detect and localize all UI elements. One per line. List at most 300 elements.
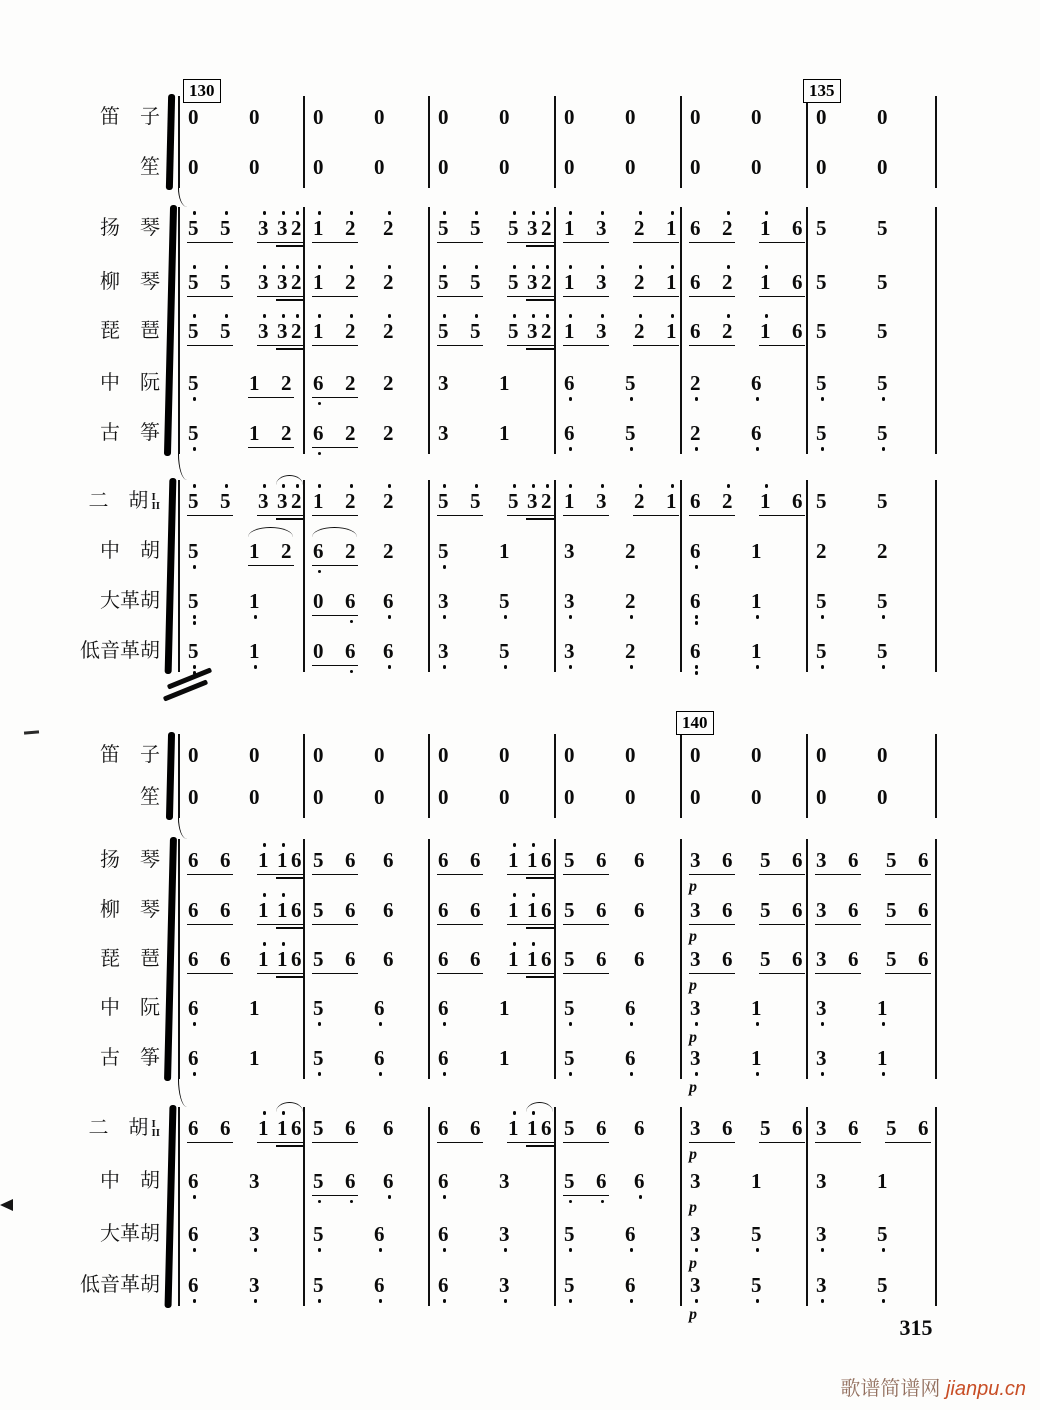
note: 6: [918, 848, 929, 872]
octave-dot-below: [379, 1072, 383, 1076]
note: 6: [220, 898, 231, 922]
measure: [554, 271, 680, 295]
note: 6: [188, 1273, 199, 1297]
note: 1: [751, 996, 762, 1020]
octave-dot-above: [532, 314, 536, 318]
part-number: II: [151, 1127, 160, 1139]
underline: [759, 345, 805, 347]
underline: [276, 518, 304, 520]
note: 2: [383, 539, 394, 563]
octave-dot-above: [513, 942, 517, 946]
measure: [303, 1117, 428, 1141]
note: 5: [564, 1116, 575, 1140]
octave-dot-above: [193, 314, 197, 318]
note: 6: [345, 589, 356, 613]
measure: [806, 1047, 935, 1071]
octave-dot-below: [695, 671, 699, 675]
measure: [554, 540, 680, 564]
measure: [680, 540, 806, 564]
octave-dot-above: [263, 484, 267, 488]
note: 6: [541, 848, 552, 872]
measure: [178, 106, 303, 130]
octave-dot-below: [318, 1022, 322, 1026]
octave-dot-above: [225, 211, 229, 215]
octave-dot-below: [193, 565, 197, 569]
underline: [563, 924, 609, 926]
underline: [437, 242, 483, 244]
note: 3: [690, 1222, 701, 1246]
octave-dot-above: [193, 211, 197, 215]
octave-dot-above: [263, 843, 267, 847]
dynamic-p: p: [689, 1079, 697, 1096]
note: 1: [751, 539, 762, 563]
measure: [303, 640, 428, 664]
measure: [806, 1170, 935, 1194]
underline: [312, 515, 358, 517]
measure: [806, 320, 935, 344]
underline: [437, 296, 483, 298]
note: 0: [690, 155, 701, 179]
slur-tie: [276, 475, 303, 485]
octave-dot-above: [475, 265, 479, 269]
instrument-label: [0, 489, 160, 513]
note: 6: [848, 898, 859, 922]
note: 1: [249, 996, 260, 1020]
octave-dot-below: [504, 1299, 508, 1303]
underline: [276, 245, 304, 247]
octave-dot-above: [296, 265, 300, 269]
measure: [680, 744, 806, 768]
note: 6: [291, 947, 302, 971]
instrument-name: 中 胡: [100, 540, 160, 562]
measure: [554, 320, 680, 344]
note: 0: [313, 639, 324, 663]
note: 0: [499, 155, 510, 179]
measure: [428, 540, 554, 564]
octave-dot-below: [569, 665, 573, 669]
measure: [806, 106, 935, 130]
note: 3: [258, 270, 269, 294]
note: 3: [816, 1169, 827, 1193]
note: 5: [816, 589, 827, 613]
octave-dot-below: [756, 1248, 760, 1252]
note: 6: [751, 421, 762, 445]
measure: [178, 540, 303, 564]
system-bracket: [164, 837, 176, 1081]
measure: [806, 849, 935, 873]
octave-dot-below: [443, 615, 447, 619]
octave-dot-above: [639, 484, 643, 488]
octave-dot-above: [513, 1111, 517, 1115]
note: 0: [877, 743, 888, 767]
note: 5: [816, 319, 827, 343]
measure: [303, 422, 428, 446]
octave-dot-above: [282, 942, 286, 946]
note: 3: [690, 848, 701, 872]
octave-dot-above: [546, 484, 550, 488]
note: 3: [277, 270, 288, 294]
system-bracket: [166, 732, 175, 820]
note: 0: [313, 785, 324, 809]
octave-dot-below: [443, 1072, 447, 1076]
underline: [526, 877, 554, 879]
note: 6: [564, 421, 575, 445]
measure: [806, 590, 935, 614]
octave-dot-above: [569, 265, 573, 269]
note: 0: [249, 743, 260, 767]
measure: [303, 744, 428, 768]
note: 6: [792, 216, 803, 240]
note: 3: [690, 898, 701, 922]
note: 5: [751, 1273, 762, 1297]
note: 6: [690, 589, 701, 613]
note: 6: [438, 1169, 449, 1193]
note: 0: [313, 589, 324, 613]
note: 1: [249, 1046, 260, 1070]
note: 2: [816, 539, 827, 563]
barline: [935, 734, 937, 818]
octave-dot-below: [821, 1248, 825, 1252]
note: 5: [816, 216, 827, 240]
measure: [806, 372, 935, 396]
barline: [935, 480, 937, 672]
measure: [428, 156, 554, 180]
note: 5: [470, 319, 481, 343]
note: 6: [313, 421, 324, 445]
octave-dot-below: [695, 1022, 699, 1026]
dynamic-p: p: [689, 928, 697, 945]
note: 1: [499, 1046, 510, 1070]
measure: [303, 590, 428, 614]
instrument-label: [0, 947, 160, 971]
note: 3: [527, 489, 538, 513]
octave-dot-below: [630, 1299, 634, 1303]
note: 0: [690, 785, 701, 809]
note: 2: [722, 270, 733, 294]
underline: [276, 299, 304, 301]
note: 1: [564, 319, 575, 343]
underline: [633, 296, 679, 298]
note: 5: [188, 539, 199, 563]
note: 5: [564, 848, 575, 872]
instrument-name: 低音革胡: [80, 1274, 160, 1296]
underline: [276, 1145, 304, 1147]
note: 5: [886, 1116, 897, 1140]
underline: [312, 565, 358, 567]
note: 6: [438, 1116, 449, 1140]
octave-dot-below: [350, 620, 354, 624]
underline: [312, 924, 358, 926]
note: 0: [816, 785, 827, 809]
octave-dot-above: [263, 1111, 267, 1115]
measure: [178, 640, 303, 664]
note: 1: [499, 371, 510, 395]
note: 3: [499, 1273, 510, 1297]
note: 5: [564, 1169, 575, 1193]
octave-dot-below: [193, 1195, 197, 1199]
measure: [178, 372, 303, 396]
instrument-name: 琵 琶: [100, 948, 160, 970]
note: 6: [470, 848, 481, 872]
octave-dot-below: [882, 1299, 886, 1303]
measure: [680, 490, 806, 514]
octave-dot-below: [882, 665, 886, 669]
note: 0: [438, 155, 449, 179]
note: 0: [249, 105, 260, 129]
octave-dot-below: [630, 447, 634, 451]
note: 5: [313, 848, 324, 872]
note: 0: [877, 785, 888, 809]
octave-dot-above: [532, 484, 536, 488]
measure: [680, 422, 806, 446]
note: 6: [470, 898, 481, 922]
note: 5: [877, 216, 888, 240]
underline: [312, 874, 358, 876]
note: 5: [564, 1222, 575, 1246]
underline: [248, 565, 294, 567]
measure: [303, 106, 428, 130]
octave-dot-above: [225, 314, 229, 318]
note: 5: [438, 489, 449, 513]
note: 6: [918, 1116, 929, 1140]
note: 6: [188, 898, 199, 922]
underline: [257, 345, 304, 347]
instrument-label: [0, 421, 160, 445]
octave-dot-above: [639, 265, 643, 269]
instrument-label: [0, 639, 160, 663]
octave-dot-above: [546, 211, 550, 215]
dynamic-p: p: [689, 1146, 697, 1163]
note: 5: [816, 639, 827, 663]
note: 5: [564, 996, 575, 1020]
note: 6: [792, 947, 803, 971]
note: 6: [792, 270, 803, 294]
measure: [806, 1117, 935, 1141]
note: 6: [470, 1116, 481, 1140]
note: 3: [277, 216, 288, 240]
measure: [680, 217, 806, 241]
octave-dot-below: [379, 1299, 383, 1303]
note: 6: [374, 1273, 385, 1297]
note: 0: [751, 743, 762, 767]
instrument-name: 柳 琴: [100, 271, 160, 293]
slur-tie: [276, 1102, 303, 1112]
note: 3: [277, 319, 288, 343]
octave-dot-below: [695, 1072, 699, 1076]
measure: [806, 640, 935, 664]
note: 2: [281, 539, 292, 563]
instrument-name: 笛 子: [100, 106, 160, 128]
underline: [507, 242, 554, 244]
note: 5: [188, 319, 199, 343]
underline: [885, 924, 931, 926]
measure: [428, 997, 554, 1021]
note: 6: [383, 947, 394, 971]
octave-dot-above: [532, 942, 536, 946]
octave-dot-above: [193, 484, 197, 488]
octave-dot-above: [601, 211, 605, 215]
note: 0: [188, 105, 199, 129]
octave-dot-below: [443, 1248, 447, 1252]
note: 5: [220, 216, 231, 240]
note: 6: [291, 848, 302, 872]
note: 2: [634, 319, 645, 343]
octave-dot-above: [350, 211, 354, 215]
note: 0: [751, 155, 762, 179]
underline: [689, 924, 735, 926]
erhu-part-numbers: [151, 493, 160, 511]
octave-dot-above: [601, 484, 605, 488]
octave-dot-below: [193, 447, 197, 451]
note: 6: [918, 898, 929, 922]
note: 6: [792, 319, 803, 343]
note: 5: [470, 270, 481, 294]
note: 1: [564, 270, 575, 294]
octave-dot-below: [756, 447, 760, 451]
note: 1: [277, 898, 288, 922]
note: 3: [596, 216, 607, 240]
note: 1: [527, 898, 538, 922]
measure: [178, 744, 303, 768]
underline: [257, 874, 304, 876]
note: 5: [886, 947, 897, 971]
note: 0: [564, 105, 575, 129]
note: 0: [438, 743, 449, 767]
octave-dot-above: [727, 211, 731, 215]
note: 5: [877, 1273, 888, 1297]
note: 5: [188, 639, 199, 663]
measure: [680, 320, 806, 344]
measure: [554, 156, 680, 180]
octave-dot-below: [882, 615, 886, 619]
octave-dot-above: [513, 893, 517, 897]
instrument-label: [0, 785, 160, 809]
instrument-name: 低音革胡: [80, 640, 160, 662]
octave-dot-below: [821, 615, 825, 619]
instrument-name: 古 筝: [100, 422, 160, 444]
underline: [815, 973, 861, 975]
octave-dot-above: [282, 893, 286, 897]
measure: [554, 106, 680, 130]
octave-dot-above: [601, 314, 605, 318]
note: 6: [220, 947, 231, 971]
part-number: II: [151, 500, 160, 512]
note: 0: [690, 743, 701, 767]
measure: [554, 1117, 680, 1141]
note: 2: [541, 270, 552, 294]
dynamic-p: p: [689, 977, 697, 994]
note: 5: [313, 1169, 324, 1193]
instrument-name: 二 胡: [88, 1117, 149, 1139]
octave-dot-below: [318, 1299, 322, 1303]
note: 3: [690, 1046, 701, 1070]
octave-dot-below: [443, 1299, 447, 1303]
note: 1: [760, 489, 771, 513]
octave-dot-above: [350, 314, 354, 318]
note: 5: [625, 421, 636, 445]
note: 0: [313, 155, 324, 179]
octave-dot-below: [756, 1072, 760, 1076]
note: 2: [383, 319, 394, 343]
instrument-label: [0, 539, 160, 563]
underline: [187, 515, 233, 517]
note: 6: [634, 1116, 645, 1140]
octave-dot-above: [546, 265, 550, 269]
octave-dot-below: [193, 615, 197, 619]
note: 3: [564, 639, 575, 663]
instrument-label: [0, 105, 160, 129]
octave-dot-above: [532, 893, 536, 897]
octave-dot-below: [630, 665, 634, 669]
note: 2: [383, 270, 394, 294]
octave-dot-below: [350, 670, 354, 674]
octave-dot-above: [443, 314, 447, 318]
octave-dot-above: [727, 265, 731, 269]
note: 6: [313, 371, 324, 395]
note: 2: [625, 639, 636, 663]
note: 0: [625, 105, 636, 129]
underline: [312, 665, 358, 667]
bracket-connector: [178, 188, 188, 207]
underline: [815, 874, 861, 876]
octave-dot-below: [193, 1299, 197, 1303]
instrument-label: [0, 589, 160, 613]
measure: [178, 422, 303, 446]
note: 3: [438, 639, 449, 663]
octave-dot-above: [639, 314, 643, 318]
underline: [759, 973, 805, 975]
note: 1: [760, 216, 771, 240]
note: 6: [596, 947, 607, 971]
underline: [885, 973, 931, 975]
note: 1: [751, 589, 762, 613]
note: 0: [188, 785, 199, 809]
note: 6: [596, 898, 607, 922]
note: 3: [816, 996, 827, 1020]
octave-dot-below: [318, 1248, 322, 1252]
note: 0: [374, 785, 385, 809]
instrument-label: [0, 216, 160, 240]
note: 3: [249, 1273, 260, 1297]
octave-dot-below: [882, 1072, 886, 1076]
note: 6: [438, 898, 449, 922]
measure: [303, 1170, 428, 1194]
octave-dot-below: [443, 665, 447, 669]
underline: [526, 245, 554, 247]
note: 5: [470, 489, 481, 513]
instrument-name: 中 阮: [100, 997, 160, 1019]
instrument-label: [0, 319, 160, 343]
note: 0: [564, 743, 575, 767]
octave-dot-above: [443, 265, 447, 269]
instrument-name: 二 胡: [88, 490, 149, 512]
measure: [680, 590, 806, 614]
note: 3: [438, 421, 449, 445]
note: 1: [564, 216, 575, 240]
note: 6: [188, 1046, 199, 1070]
note: 3: [564, 539, 575, 563]
octave-dot-above: [296, 314, 300, 318]
note: 6: [792, 1116, 803, 1140]
measure: [303, 320, 428, 344]
measure: [680, 947, 806, 994]
octave-dot-above: [671, 314, 675, 318]
note: 6: [291, 898, 302, 922]
octave-dot-above: [318, 314, 322, 318]
octave-dot-below: [821, 447, 825, 451]
underline: [526, 299, 554, 301]
measure: [554, 217, 680, 241]
